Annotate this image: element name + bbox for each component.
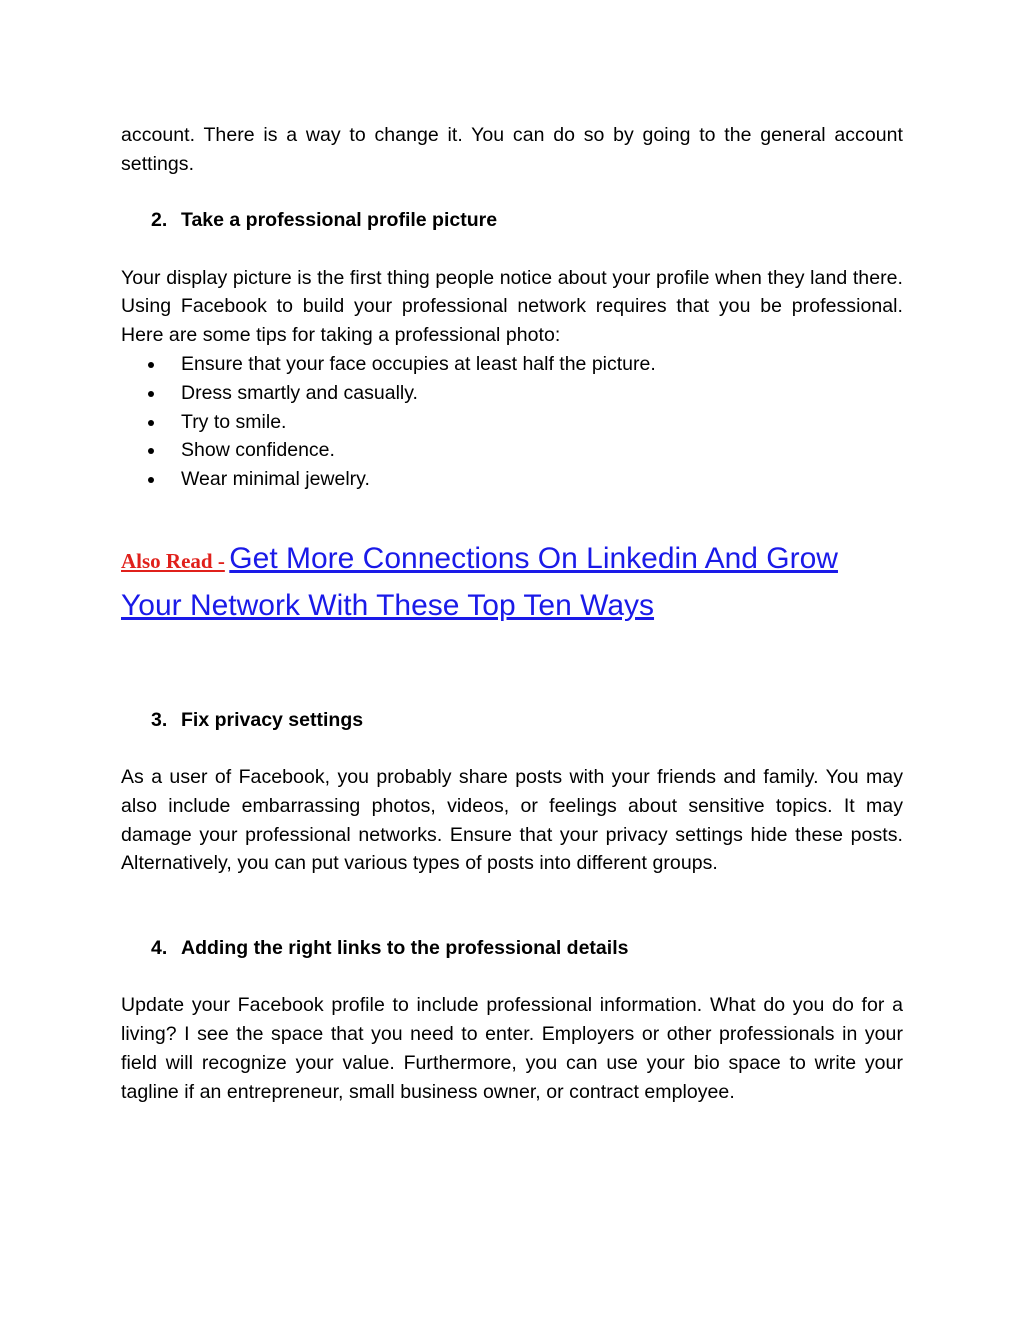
also-read-link[interactable]: Get More Connections On Linkedin And Grow Your Network With These Top Ten Ways: [121, 541, 838, 622]
bullet-icon: [148, 391, 154, 397]
list-item: Wear minimal jewelry.: [121, 465, 903, 494]
also-read-label: Also Read -: [121, 548, 225, 573]
tips-list: [121, 350, 903, 494]
bullet-icon: [148, 362, 154, 368]
bullet-icon: [148, 477, 154, 483]
section-4-paragraph: Update your Facebook profile to include professional information. What do you do for a living? I see the space that you need to enter. Employers or other professionals in your field will recognize your value. Furthermore, you can use your bio space to write your tagline if an entrepreneur, small business owner, or contract employee.: [121, 994, 903, 1103]
section-2-number: 2.: [151, 208, 168, 231]
intro-paragraph: account. There is a way to change it. You can do so by going to the general account settings.: [121, 124, 903, 175]
list-item: Show confidence.: [121, 436, 903, 465]
also-read-block: [121, 538, 903, 632]
section-2-paragraph: Your display picture is the first thing people notice about your profile when they land there. Using Facebook to build your professional network requires that you be professional. Here are some tips for taking a professional photo:: [121, 266, 903, 347]
section-3-number: 3.: [151, 708, 168, 731]
list-item: Try to smile.: [121, 408, 903, 437]
section-3-heading: [121, 706, 903, 734]
section-3-paragraph: As a user of Facebook, you probably share posts with your friends and family. You may also include embarrassing photos, videos, or feelings about sensitive topics. It may damage your professional networks. Ensure that your privacy settings hide these posts. Alternatively, you can put various types of posts into different groups.: [121, 765, 903, 875]
list-item: Ensure that your face occupies at least half the picture.: [121, 350, 903, 379]
section-4-heading: [121, 934, 903, 962]
section-2-title: Take a professional profile picture: [181, 208, 498, 231]
list-item: Dress smartly and casually.: [121, 379, 903, 408]
section-4-number: 4.: [151, 937, 168, 960]
bullet-icon: [148, 448, 154, 454]
document-page: [121, 121, 903, 1106]
bullet-icon: [148, 420, 154, 426]
section-4-title: Adding the right links to the professional details: [181, 937, 629, 960]
section-2-heading: [121, 206, 903, 234]
section-3-title: Fix privacy settings: [181, 708, 364, 731]
